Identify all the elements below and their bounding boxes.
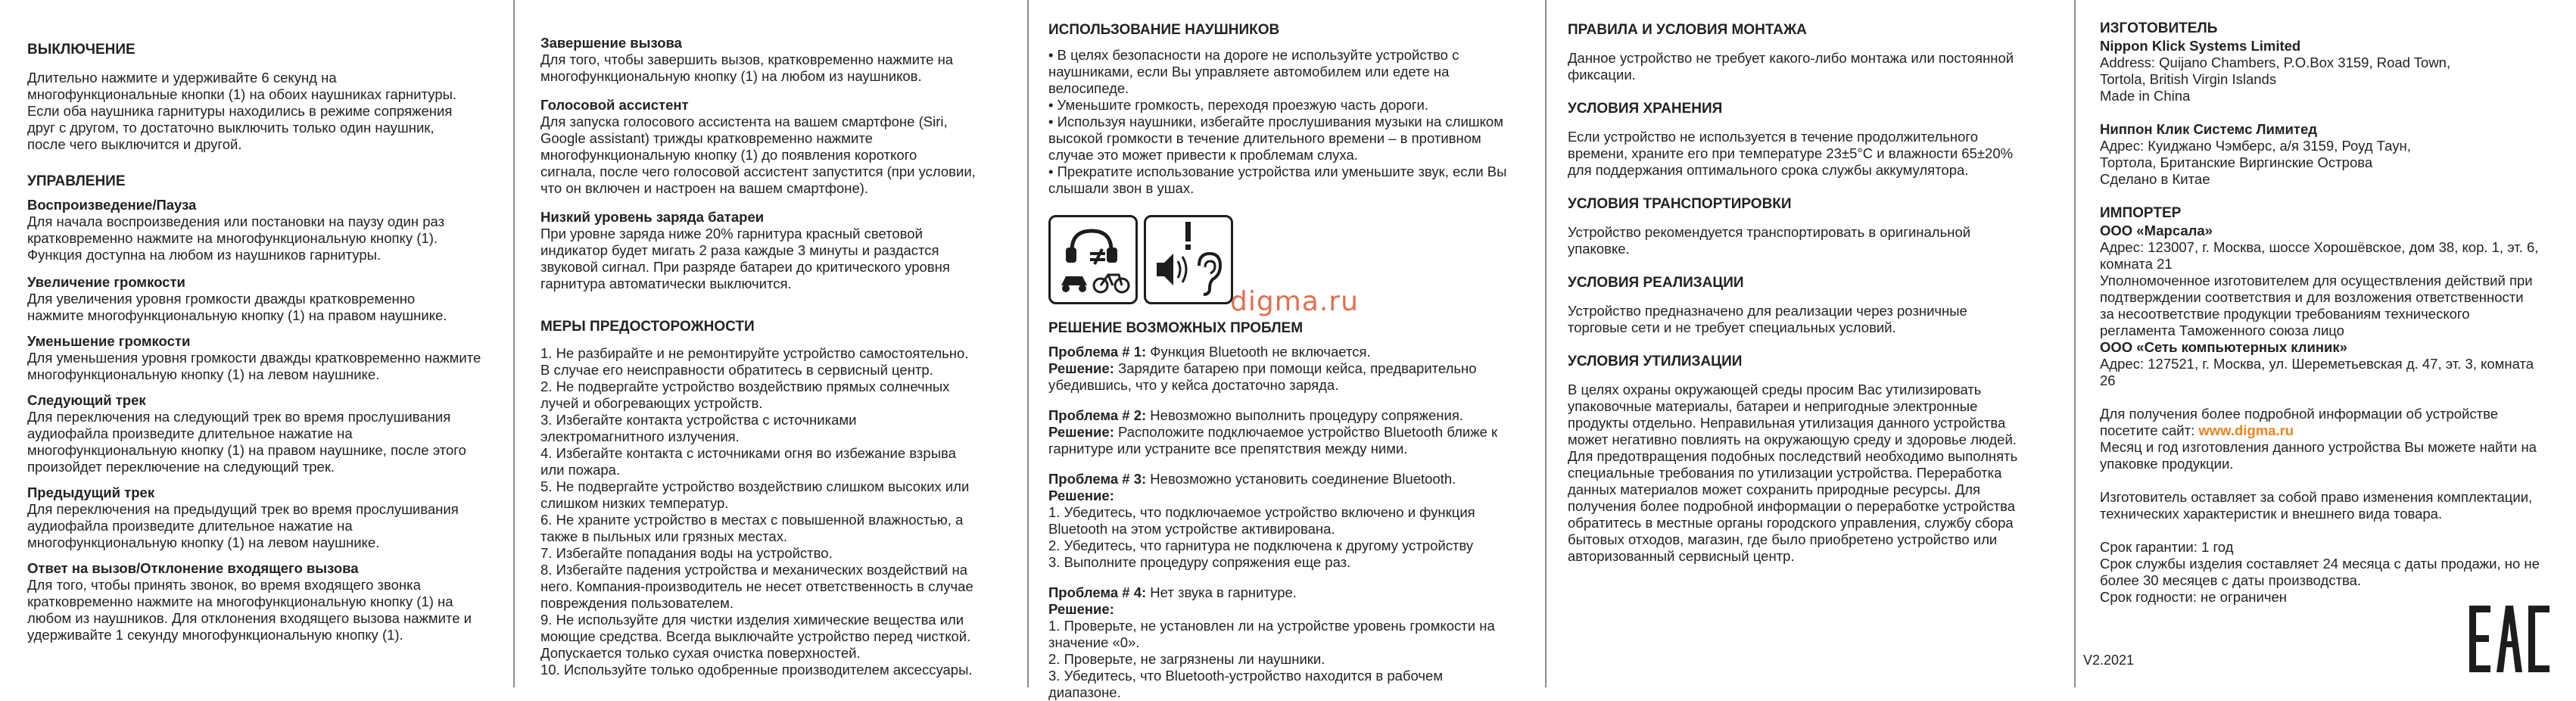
no-headphones-while-driving-icon bbox=[1048, 215, 1138, 304]
info-text-pre: Для получения более подробной информации об устройстве посетите сайт: bbox=[2100, 406, 2498, 438]
solution-text: 1. Убедитесь, что подключаемое устройство включено и функция Bluetooth на этом устройстве активирована. 2. Убедитесь, что гарнитура не подключена к другому устройству 3. Выполните процедуру сопряжения еще раз. bbox=[1048, 504, 1475, 570]
importer2-name: ООО «Сеть компьютерных клиник» bbox=[2100, 339, 2347, 355]
end-call-text: Для того, чтобы завершить вызов, кратковременно нажмите на многофункциональную кнопку (1) на любом из наушников. bbox=[540, 51, 954, 84]
precaution-item: 3. Избегайте контакта устройства с источниками электромагнитного излучения. bbox=[540, 412, 857, 444]
problem-text: Невозможно выполнить процедуру сопряжения. bbox=[1146, 407, 1463, 423]
website-link[interactable]: www.digma.ru bbox=[2198, 422, 2294, 438]
problem-block bbox=[1048, 344, 1528, 394]
battery-text: При уровне заряда ниже 20% гарнитура красный световой индикатор будет мигать 2 раза каждые 3 минуты и раздастся звуковой сигнал. При разряде батареи до критического уровня гарнитура автоматически выключится. bbox=[540, 226, 950, 291]
info-text-post: Месяц и год изготовления данного устройства Вы можете найти на упаковке продукции. bbox=[2100, 439, 2537, 472]
storage-text: Если устройство не используется в течение продолжительного времени, храните его при температуре 23±5°C и влажности 65±20% для поддержания оптимального срока службы аккумулятора. bbox=[1568, 129, 2014, 178]
solution-text: Зарядите батарею при помощи кейса, предварительно убедившись, что у кейса достаточно заряда. bbox=[1048, 360, 1477, 393]
sale-text: Устройство предназначено для реализации через розничные торговые сети и не требует специальных условий. bbox=[1568, 303, 1967, 335]
info-text bbox=[2100, 406, 2559, 472]
precaution-item: 5. Не подвергайте устройство воздействию слишком высоких или слишком низких температур. bbox=[540, 478, 970, 511]
warranty-text: Срок гарантии: 1 год Срок службы изделия составляет 24 месяца с даты продажи, но не более 30 месяцев с даты производства. Срок годности: не ограничен bbox=[2100, 539, 2540, 605]
mount-title: ПРАВИЛА И УСЛОВИЯ МОНТАЖА bbox=[1568, 22, 1807, 38]
item-text: Для начала воспроизведения или постановки на паузу один раз кратковременно нажмите на многофункциональную кнопку (1). Функция доступна на любом из наушников гарнитуры. bbox=[27, 213, 445, 263]
manufacturer-address: Address: Quijano Chambers, P.O.Box 3159, Road Town, Tortola, British Virgin Islands Made in China bbox=[2100, 55, 2451, 104]
precaution-item: 8. Избегайте падения устройства и механических воздействий на него. Компания-производитель не несет ответственность в случае повреждения пользователем. bbox=[540, 562, 973, 611]
transport-text: Устройство рекомендуется транспортировать в оригинальной упаковке. bbox=[1568, 224, 1971, 257]
column-2 bbox=[515, 0, 1027, 687]
problem-block bbox=[1048, 471, 1528, 571]
column-1 bbox=[0, 0, 513, 687]
problem-label: Проблема # 2: bbox=[1048, 407, 1147, 423]
mount-text: Данное устройство не требует какого-либо монтажа или постоянной фиксации. bbox=[1568, 50, 2014, 83]
solution-label: Решение: bbox=[1048, 488, 1114, 503]
storage-title: УСЛОВИЯ ХРАНЕНИЯ bbox=[1568, 101, 1723, 117]
problem-label: Проблема # 1: bbox=[1048, 344, 1147, 360]
importer-title: ИМПОРТЕР bbox=[2100, 205, 2182, 221]
precaution-item: 2. Не подвергайте устройство воздействию прямых солнечных лучей и обогревающих устройств. bbox=[540, 379, 950, 411]
disposal-text: В целях охраны окружающей среды просим Вас утилизировать упаковочные материалы, батареи и непригодные электронные продукты отдельно. Неправильная утилизация данного устройства может негативно повлиять на окружающую среду и здоровье людей. Для предотвращения подобных последствий необходимо выполнять специальные требования по утилизации устройства. Переработка данных материалов может сохранить природные ресурсы. Для получения более подробной информации о переработке устройства обратитесь в местные органы городского управления, службу сбора бытовых отходов, магазин, где было приобретено устройство или авторизованный сервисный центр. bbox=[1568, 382, 2018, 564]
item-text: Для переключения на предыдущий трек во время прослушивания аудиофайла произведите длительное нажатие на многофункциональную кнопку (1) на левом наушнике. bbox=[27, 501, 459, 550]
item-text: Для увеличения уровня громкости дважды кратковременно нажмите многофункциональную кнопку (1) на правом наушнике. bbox=[27, 291, 447, 323]
problem-text: Нет звука в гарнитуре. bbox=[1146, 584, 1297, 600]
item-title: Увеличение громкости bbox=[27, 274, 185, 290]
solution-label: Решение: bbox=[1048, 601, 1114, 617]
importer-name: ООО «Марсала» bbox=[2100, 223, 2213, 238]
disposal-title: УСЛОВИЯ УТИЛИЗАЦИИ bbox=[1568, 354, 1743, 369]
manufacturer-address-ru: Адрес: Куиджано Чэмберс, а/я 3159, Роуд Таун, Тортола, Британские Виргинские Острова Сделано в Китае bbox=[2100, 138, 2411, 187]
column-4 bbox=[1547, 0, 2074, 687]
solution-text: Расположите подключаемое устройство Bluetooth ближе к гарнитуре или устраните все препятствия между ними. bbox=[1048, 424, 1498, 456]
solution-label: Решение: bbox=[1048, 360, 1114, 376]
precaution-item: 7. Избегайте попадания воды на устройство. bbox=[540, 545, 833, 561]
end-call-title: Завершение вызова bbox=[540, 35, 682, 51]
precaution-item: 9. Не используйте для чистки изделия химические вещества или моющие средства. Всегда выключайте устройство перед чисткой. Допускается только сухая очистка поверхностей. bbox=[540, 612, 971, 661]
eac-mark bbox=[2468, 600, 2551, 678]
precaution-item: 1. Не разбирайте и не ремонтируйте устройство самостоятельно. В случае его неисправности обратитесь в сервисный центр. bbox=[540, 345, 969, 378]
precaution-item: 6. Не храните устройство в местах с повышенной влажностью, а также в пыльных или грязных местах. bbox=[540, 512, 964, 544]
problem-text: Невозможно установить соединение Bluetooth. bbox=[1146, 471, 1456, 487]
problem-text: Функция Bluetooth не включается. bbox=[1146, 344, 1371, 360]
usage-text: • В целях безопасности на дороге не используйте устройство с наушниками, если Вы управляете автомобилем или едете на велосипеде. • Уменьшите громкость, переходя проезжую часть дороги. • Используя наушники, избегайте прослушивания музыки на слишком высокой громкости в течение длительного времени – в противном случае это может привести к проблемам слуха. • Прекратите использование устройства или уменьшите звук, если Вы слышали звон в ушах. bbox=[1048, 47, 1507, 196]
assistant-text: Для запуска голосового ассистента на вашем смартфоне (Siri, Google assistant) трижды кратковременно нажмите многофункциональную кнопку (1) до появления короткого сигнала, после чего голосовой ассистент запустится (при условии, что он включен и настроен на вашем смартфоне). bbox=[540, 114, 976, 196]
column-3 bbox=[1029, 0, 1545, 700]
sale-title: УСЛОВИЯ РЕАЛИЗАЦИИ bbox=[1568, 275, 1744, 291]
manufacturer-name-ru: Ниппон Клик Системс Лимитед bbox=[2100, 121, 2318, 137]
precaution-item: 4. Избегайте контакта с источниками огня во избежание взрыва или пожара. bbox=[540, 445, 956, 478]
importer2-text: Адрес: 127521, г. Москва, ул. Шереметьевская д. 47, эт. 3, комната 26 bbox=[2100, 356, 2534, 388]
manufacturer-title: ИЗГОТОВИТЕЛЬ bbox=[2100, 20, 2218, 36]
problem-block bbox=[1048, 584, 1528, 701]
item-title: Следующий трек bbox=[27, 392, 146, 408]
usage-title: ИСПОЛЬЗОВАНИЕ НАУШНИКОВ bbox=[1048, 22, 1280, 38]
solution-label: Решение: bbox=[1048, 424, 1114, 440]
item-title: Предыдущий трек bbox=[27, 484, 155, 500]
importer-text: Адрес: 123007, г. Москва, шоссе Хорошёвское, дом 38, кор. 1, эт. 6, комната 21 Уполномоченное изготовителем для осуществления действий при подтверждении соответствия и для возложения ответственности за несоответствие продукции требованиям технического регламента Таможенного союза лицо bbox=[2100, 239, 2539, 338]
item-title: Ответ на вызов/Отклонение входящего вызова bbox=[27, 560, 359, 576]
control-title: УПРАВЛЕНИЕ bbox=[27, 173, 126, 189]
item-text: Для того, чтобы принять звонок, во время входящего звонка кратковременно нажмите на многофункциональную кнопку (1) на любом из наушников. Для отклонения входящего вызова нажмите и удерживайте 1 секунду многофункциональную кнопку (1). bbox=[27, 577, 472, 643]
troubleshoot-title: РЕШЕНИЕ ВОЗМОЖНЫХ ПРОБЛЕМ bbox=[1048, 320, 1304, 336]
problem-label: Проблема # 3: bbox=[1048, 471, 1147, 487]
rights-text: Изготовитель оставляет за собой право изменения комплектации, технических характеристик и внешнего вида товара. bbox=[2100, 489, 2533, 522]
battery-title: Низкий уровень заряда батареи bbox=[540, 209, 765, 225]
volume-warning-ear-icon bbox=[1144, 215, 1233, 304]
item-text: Для уменьшения уровня громкости дважды кратковременно нажмите многофункциональную кнопку (1) на левом наушнике. bbox=[27, 350, 481, 382]
problem-block bbox=[1048, 407, 1528, 457]
item-text: Для переключения на следующий трек во время прослушивания аудиофайла произведите длительное нажатие на многофункциональную кнопку (1) на правом наушнике, после этого произойдет переключение на следующий трек. bbox=[27, 409, 466, 475]
solution-text: 1. Проверьте, не установлен ли на устройстве уровень громкости на значение «0». 2. Проверьте, не загрязнены ли наушники. 3. Убедитесь, что Bluetooth-устройство находится в рабочем диапазоне. bbox=[1048, 618, 1495, 700]
manufacturer-name: Nippon Klick Systems Limited bbox=[2100, 38, 2301, 54]
off-text: Длительно нажмите и удерживайте 6 секунд на многофункциональные кнопки (1) на обоих наушниках гарнитуры. Если оба наушника гарнитуры находились в режиме сопряжения друг с другом, то достаточно выключить только один наушник, после чего выключится и другой. bbox=[27, 70, 457, 152]
off-title: ВЫКЛЮЧЕНИЕ bbox=[27, 42, 135, 58]
assistant-title: Голосовой ассистент bbox=[540, 97, 689, 113]
transport-title: УСЛОВИЯ ТРАНСПОРТИРОВКИ bbox=[1568, 196, 1792, 212]
item-title: Воспроизведение/Пауза bbox=[27, 197, 197, 213]
item-title: Уменьшение громкости bbox=[27, 333, 191, 349]
watermark-stamp: digma.ru bbox=[1230, 286, 1359, 317]
problem-label: Проблема # 4: bbox=[1048, 584, 1147, 600]
precaution-item: 10. Используйте только одобренные производителем аксессуары. bbox=[540, 662, 973, 678]
version-label: V2.2021 bbox=[2083, 653, 2135, 668]
precautions-title: МЕРЫ ПРЕДОСТОРОЖНОСТИ bbox=[540, 319, 755, 335]
column-5 bbox=[2076, 0, 2576, 687]
